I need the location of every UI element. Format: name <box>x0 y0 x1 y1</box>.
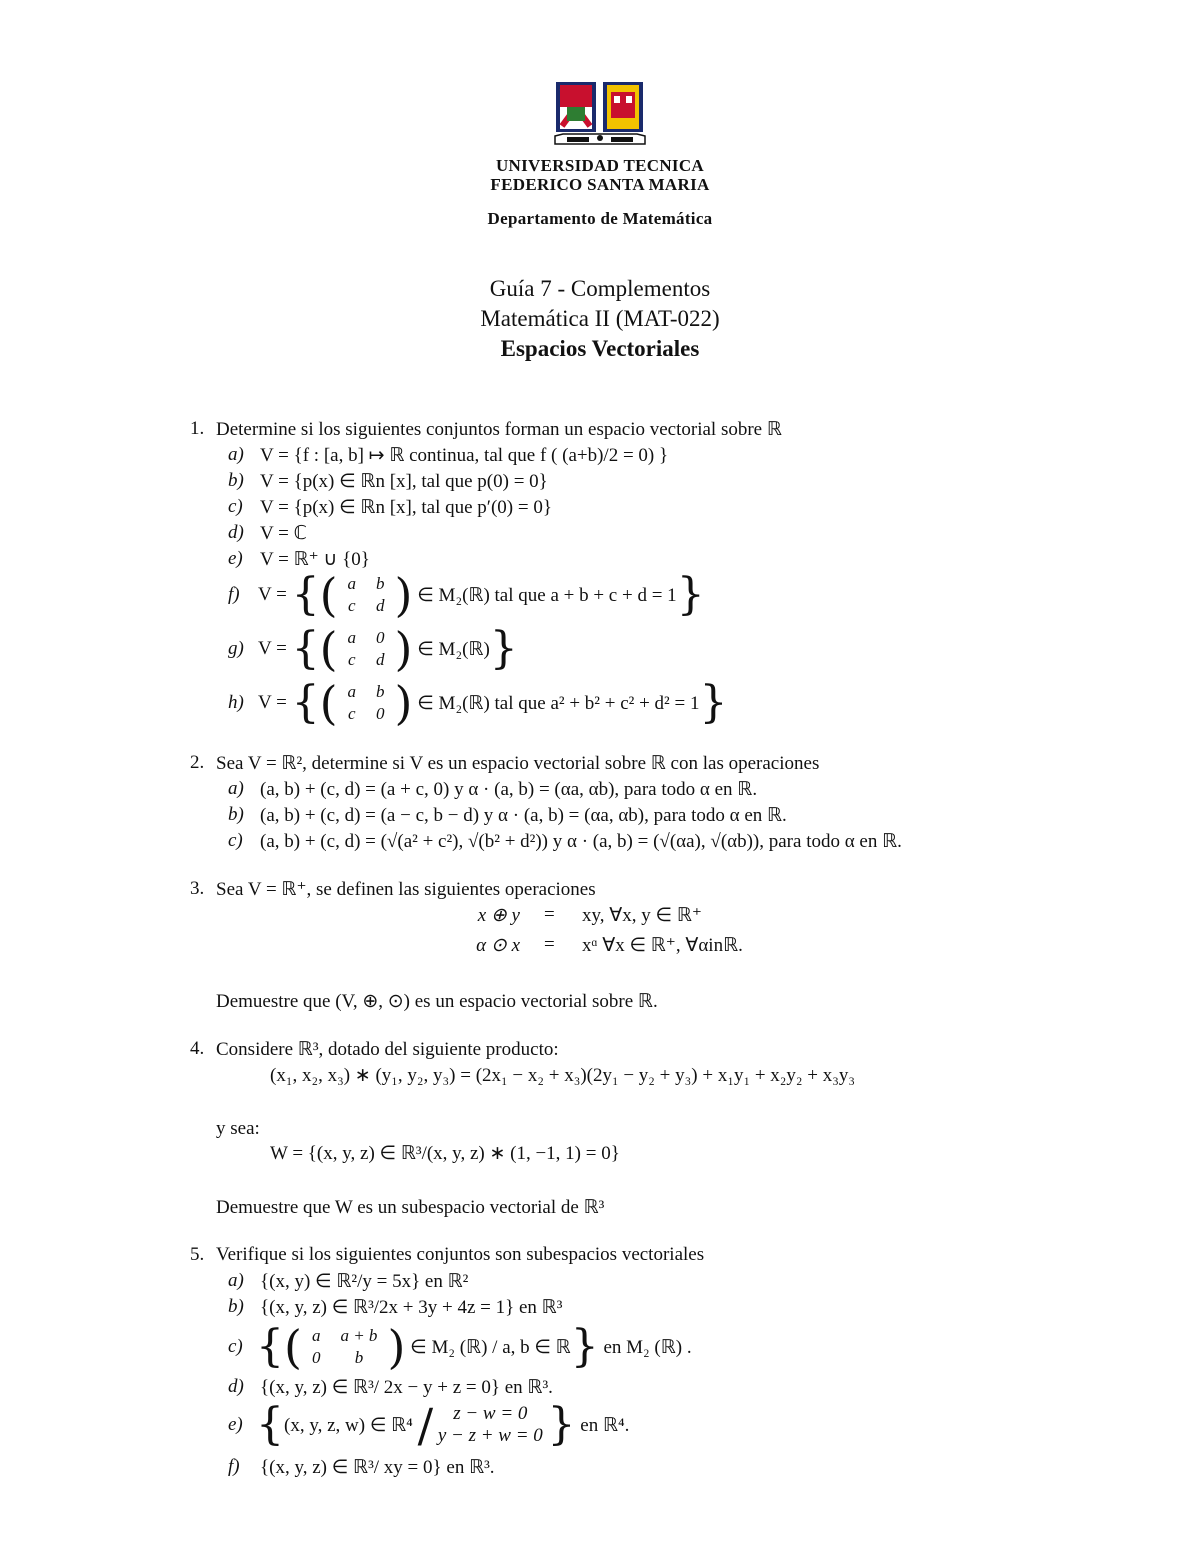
problem-5b-text: {(x, y, z) ∈ ℝ³/2x + 3y + 4z = 1} en ℝ³ <box>260 1297 563 1318</box>
problem-1g-expression <box>258 624 518 674</box>
op2-rhs: xᵅ ∀x ∈ ℝ⁺, ∀αinℝ. <box>582 935 743 956</box>
paren-open: ( <box>284 1320 302 1374</box>
problem-5b-label: b) <box>228 1296 244 1317</box>
matrix-cell: b <box>376 574 385 593</box>
problem-1f-post: ∈ M₂(ℝ) tal que a + b + c + d = 1 <box>417 584 677 606</box>
problem-3-conclusion: Demuestre que (V, ⊕, ⊙) es un espacio vectorial sobre ℝ. <box>216 991 658 1012</box>
problem-4-number: 4. <box>190 1038 205 1059</box>
matrix-cell: 0 <box>311 1348 321 1367</box>
system-eq1: z − w = 0 <box>453 1403 528 1424</box>
system-eq2: y − z + w = 0 <box>437 1425 543 1446</box>
matrix-cell: a + b <box>340 1326 378 1345</box>
university-name-line1: UNIVERSIDAD TECNICA <box>495 156 704 175</box>
problem-5c-expression <box>256 1322 692 1372</box>
problem-2a-text: (a, b) + (c, d) = (a + c, 0) y α · (a, b) = (αa, αb), para todo α en ℝ. <box>260 779 758 800</box>
problem-1a-text: V = {f : [a, b] ↦ ℝ continua, tal que f ( (a+b)/2 = 0) } <box>260 445 669 466</box>
op1-eq: = <box>544 904 555 925</box>
paren-close: ) <box>394 568 413 622</box>
op2-lhs: α ⊙ x <box>476 935 520 956</box>
slash: / <box>417 1398 434 1452</box>
paren-open: ( <box>319 622 338 676</box>
problem-1h-matrix <box>338 681 395 725</box>
brace-close: } <box>699 677 728 728</box>
problem-5e-system <box>438 1403 543 1447</box>
problem-1-number: 1. <box>190 418 205 439</box>
problem-2b-label: b) <box>228 804 244 825</box>
problem-5-statement: Verifique si los siguientes conjuntos son subespacios vectoriales <box>216 1244 705 1265</box>
problem-5f-text: {(x, y, z) ∈ ℝ³/ xy = 0} en ℝ³. <box>260 1457 495 1478</box>
topic-title: Espacios Vectoriales <box>500 336 700 361</box>
matrix-cell: c <box>348 596 356 615</box>
paren-close: ) <box>394 676 413 730</box>
brace-close: } <box>676 569 705 620</box>
matrix-cell: c <box>348 704 356 723</box>
problem-1e-text: V = ℝ⁺ ∪ {0} <box>260 549 370 570</box>
matrix-cell: b <box>354 1348 364 1367</box>
matrix-cell: 0 <box>376 628 385 647</box>
university-crest <box>553 80 647 148</box>
problem-5a-label: a) <box>228 1270 244 1291</box>
matrix-cell: d <box>376 650 385 669</box>
problem-1b-label: b) <box>228 470 244 491</box>
matrix-cell: a <box>347 682 357 701</box>
problem-5e-tail: en ℝ⁴. <box>580 1414 630 1436</box>
op2-eq: = <box>544 934 555 955</box>
problem-1g-matrix <box>338 627 395 671</box>
matrix-cell: c <box>348 650 356 669</box>
department-name: Departamento de Matemática <box>487 209 713 228</box>
problem-1g-post: ∈ M₂(ℝ) <box>417 638 490 660</box>
problem-1a-label: a) <box>228 444 244 465</box>
problem-1d-label: d) <box>228 522 244 543</box>
problem-5d-label: d) <box>228 1376 244 1397</box>
problem-2c-label: c) <box>228 830 243 851</box>
problem-1f-matrix <box>338 573 395 617</box>
problem-1h-expression <box>258 678 727 728</box>
brace-open: { <box>291 569 320 620</box>
matrix-cell: a <box>311 1326 321 1345</box>
problem-5c-label: c) <box>228 1336 243 1357</box>
problem-2c-text: (a, b) + (c, d) = (√(a² + c²), √(b² + d²)) y α · (a, b) = (√(αa), √(αb)), para todo α en ℝ. <box>260 831 902 852</box>
course-title: Matemática II (MAT-022) <box>480 306 720 331</box>
problem-5f-label: f) <box>228 1456 240 1477</box>
problem-4-set: W = {(x, y, z) ∈ ℝ³/(x, y, z) ∗ (1, −1, 1) = 0} <box>270 1143 620 1164</box>
problem-3-statement: Sea V = ℝ⁺, se definen las siguientes operaciones <box>216 879 596 900</box>
problem-5-number: 5. <box>190 1244 205 1265</box>
problem-1h-pre: V = <box>258 692 287 713</box>
problem-2a-label: a) <box>228 778 244 799</box>
brace-open: { <box>256 1399 284 1450</box>
problem-1f-label: f) <box>228 584 240 605</box>
matrix-cell: a <box>347 628 357 647</box>
brace-close: } <box>547 1399 576 1450</box>
problem-1h-post: ∈ M₂(ℝ) tal que a² + b² + c² + d² = 1 <box>417 692 700 714</box>
problem-4-product: (x₁, x₂, x₃) ∗ (y₁, y₂, y₃) = (2x₁ − x₂ + x₃)(2y₁ − y₂ + y₃) + x₁y₁ + x₂y₂ + x₃y₃ <box>270 1065 855 1086</box>
problem-3-number: 3. <box>190 878 205 899</box>
problem-2-number: 2. <box>190 752 205 773</box>
problem-1d-text: V = ℂ <box>260 523 307 544</box>
matrix-cell: 0 <box>376 704 385 723</box>
problem-5a-text: {(x, y) ∈ ℝ²/y = 5x} en ℝ² <box>260 1271 469 1292</box>
paren-close: ) <box>387 1320 406 1374</box>
university-name-line2: FEDERICO SANTA MARIA <box>490 175 710 194</box>
matrix-cell: a <box>347 574 357 593</box>
paren-open: ( <box>319 676 338 730</box>
problem-5e-label: e) <box>228 1414 243 1435</box>
problem-1e-label: e) <box>228 548 243 569</box>
brace-close: } <box>489 623 518 674</box>
problem-1c-label: c) <box>228 496 243 517</box>
problem-4-conclusion: Demuestre que W es un subespacio vectorial de ℝ³ <box>216 1197 605 1218</box>
paren-open: ( <box>319 568 338 622</box>
brace-open: { <box>256 1321 284 1372</box>
matrix-cell: d <box>376 596 385 615</box>
problem-4-let: y sea: <box>216 1118 260 1139</box>
problem-4-statement: Considere ℝ³, dotado del siguiente producto: <box>216 1039 559 1060</box>
op1-lhs: x ⊕ y <box>477 905 520 926</box>
problem-5e-pre: (x, y, z, w) ∈ ℝ⁴ <box>284 1414 413 1436</box>
problem-1f-pre: V = <box>258 584 287 605</box>
matrix-cell: b <box>376 682 385 701</box>
problem-1b-text: V = {p(x) ∈ ℝn [x], tal que p(0) = 0} <box>260 471 548 492</box>
brace-open: { <box>291 623 320 674</box>
problem-2b-text: (a, b) + (c, d) = (a − c, b − d) y α · (a, b) = (αa, αb), para todo α en ℝ. <box>260 805 787 826</box>
paren-close: ) <box>394 622 413 676</box>
brace-close: } <box>570 1321 599 1372</box>
problem-5d-text: {(x, y, z) ∈ ℝ³/ 2x − y + z = 0} en ℝ³. <box>260 1377 553 1398</box>
problem-5e-expression <box>256 1400 629 1450</box>
problem-1g-label: g) <box>228 638 244 659</box>
problem-1f-expression <box>258 570 705 620</box>
problem-1c-text: V = {p(x) ∈ ℝn [x], tal que p′(0) = 0} <box>260 497 552 518</box>
problem-5c-post: ∈ M₂ (ℝ) / a, b ∈ ℝ <box>410 1336 571 1358</box>
problem-1-statement: Determine si los siguientes conjuntos forman un espacio vectorial sobre ℝ <box>216 419 782 440</box>
problem-5c-matrix <box>302 1325 387 1369</box>
problem-1g-pre: V = <box>258 638 287 659</box>
problem-5c-tail: en M₂ (ℝ) . <box>603 1336 692 1358</box>
problem-1h-label: h) <box>228 692 244 713</box>
op1-rhs: xy, ∀x, y ∈ ℝ⁺ <box>582 905 702 926</box>
problem-2-statement: Sea V = ℝ², determine si V es un espacio vectorial sobre ℝ con las operaciones <box>216 753 820 774</box>
brace-open: { <box>291 677 320 728</box>
guide-title: Guía 7 - Complementos <box>489 276 711 301</box>
